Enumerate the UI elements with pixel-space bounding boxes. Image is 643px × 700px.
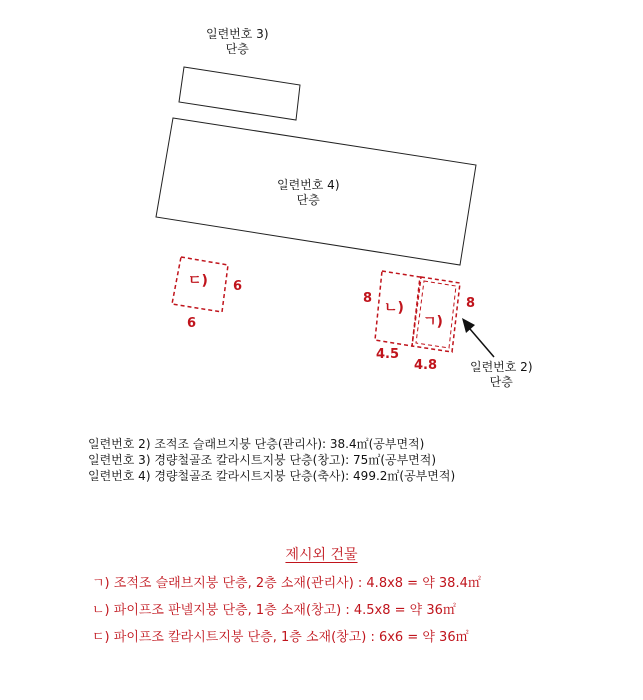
unit-a-dim-right: 8 xyxy=(466,296,476,311)
excluded-item: ㄷ) 파이프조 칼라시트지붕 단층, 1층 소재(창고) : 6x6 = 약 36㎡ xyxy=(92,630,469,645)
unit-c-dim-bottom: 6 xyxy=(187,316,197,331)
info-line: 일련번호 3) 경량철골조 칼라시트지붕 단층(창고): 75㎡(공부면적) xyxy=(88,453,437,467)
unit-b-dim-bottom: 4.5 xyxy=(376,347,400,362)
building-2-label: 일련번호 2) 단층 xyxy=(470,360,533,389)
building-3-outline xyxy=(179,67,300,120)
unit-b-dim-left: 8 xyxy=(363,291,373,306)
pointer-arrow-line xyxy=(470,329,494,357)
info-line: 일련번호 4) 경량철골조 칼라시트지붕 단층(축사): 499.2㎡(공부면적) xyxy=(88,469,456,483)
unit-a-dim-bottom: 4.8 xyxy=(414,358,438,373)
unit-c-dim-right: 6 xyxy=(233,279,243,294)
unit-c-mark: ㄷ) xyxy=(188,273,208,289)
building-info-list xyxy=(88,436,455,484)
unit-a-mark: ㄱ) xyxy=(423,314,443,330)
excluded-item: ㄱ) 조적조 슬래브지붕 단층, 2층 소재(관리사) : 4.8x8 = 약 38.4㎡ xyxy=(92,576,481,591)
unit-b-mark: ㄴ) xyxy=(384,300,404,316)
pointer-arrow-head xyxy=(462,318,475,333)
info-line: 일련번호 2) 조적조 슬래브지붕 단층(관리사): 38.4㎡(공부면적) xyxy=(88,437,425,451)
excluded-item: ㄴ) 파이프조 판넬지붕 단층, 1층 소재(창고) : 4.5x8 = 약 36㎡ xyxy=(92,603,456,618)
excluded-buildings-title: 제시외 건물 xyxy=(285,547,358,563)
building-3-label: 일련번호 3) 단층 xyxy=(206,27,269,56)
building-4-label: 일련번호 4) 단층 xyxy=(277,178,340,207)
